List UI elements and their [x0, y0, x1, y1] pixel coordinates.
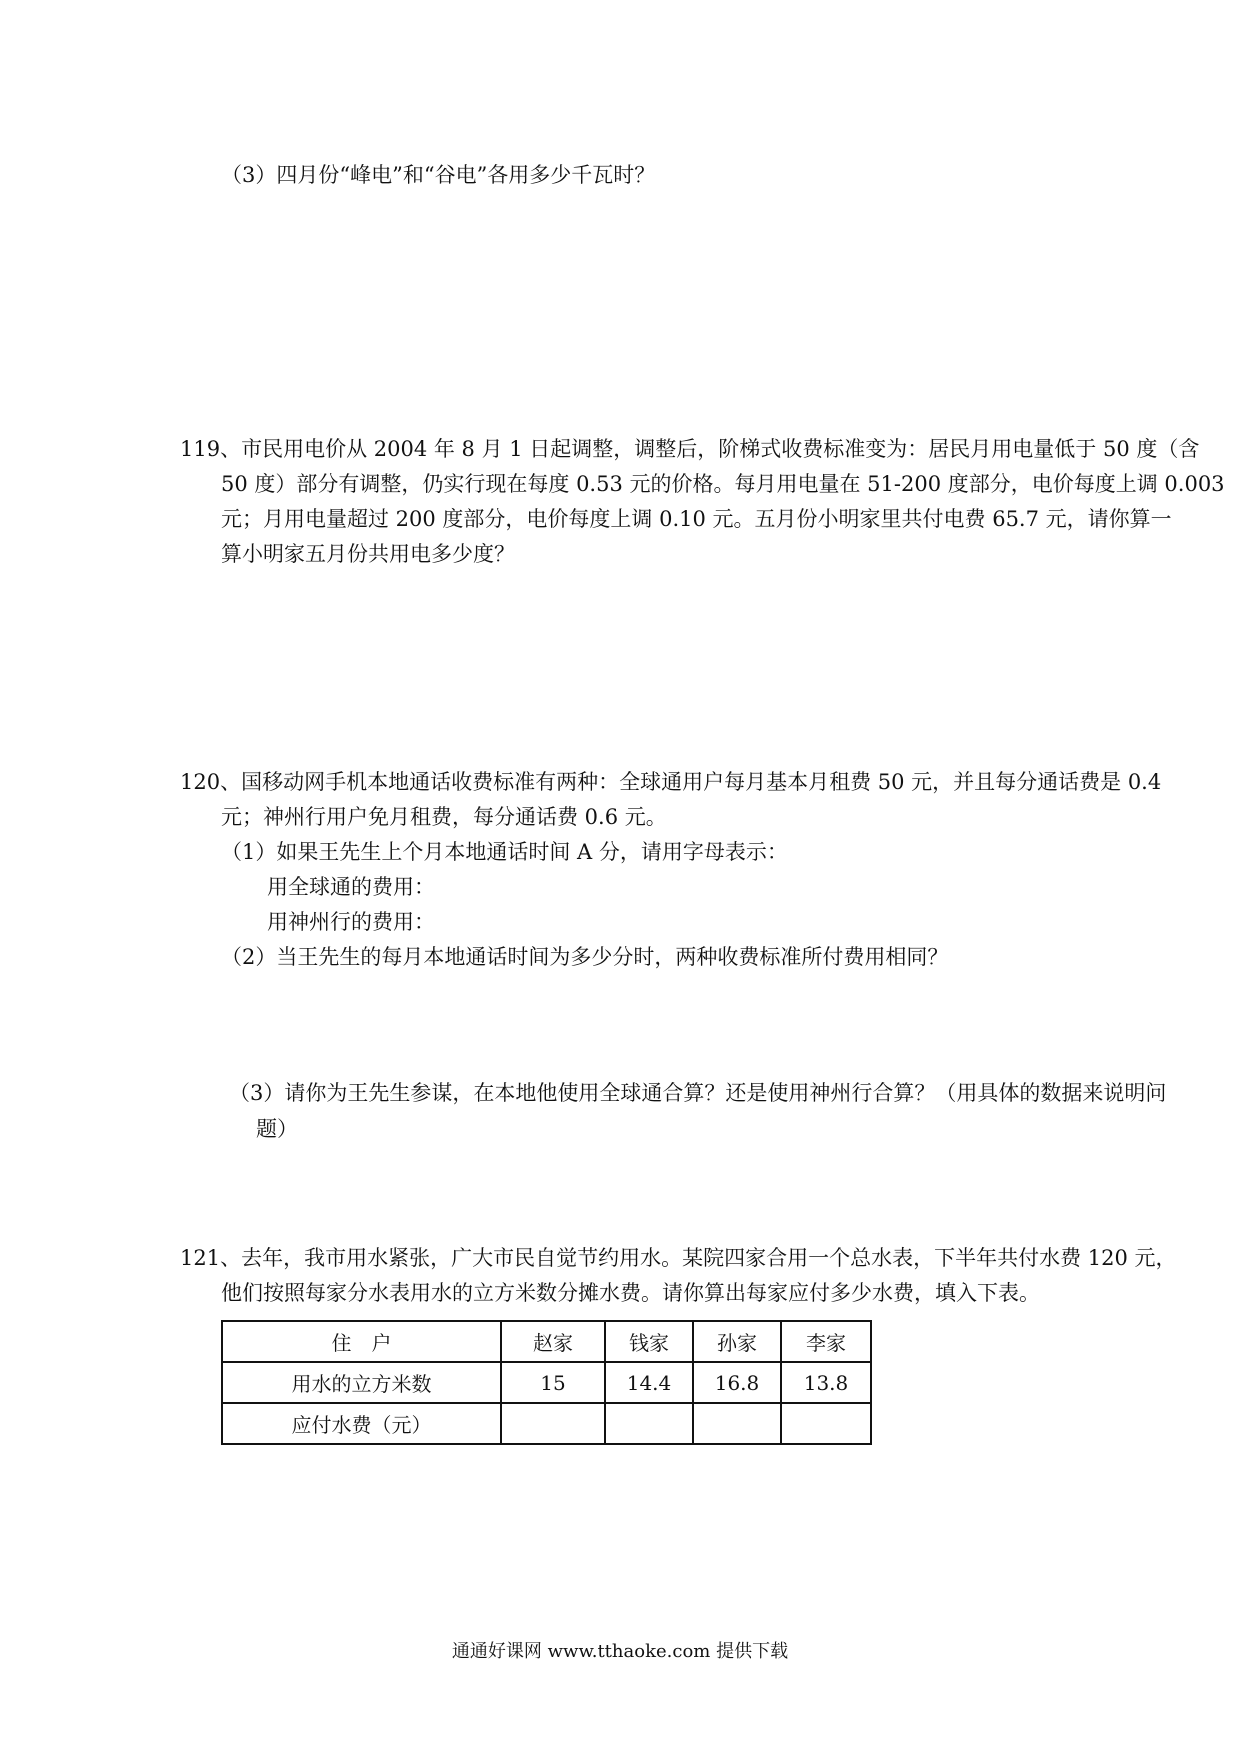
header-sun: 孙家 [693, 1321, 781, 1362]
q120-part1-b: 用神州行的费用： [267, 910, 435, 934]
water-fee-table [221, 1320, 872, 1445]
fee-zhao-cell[interactable] [501, 1403, 605, 1444]
table-row-fee [222, 1403, 871, 1444]
volume-sun: 16.8 [693, 1362, 781, 1403]
table-header-row [222, 1321, 871, 1362]
header-zhao: 赵家 [501, 1321, 605, 1362]
header-qian: 钱家 [605, 1321, 693, 1362]
table-row-volume [222, 1362, 871, 1403]
page-footer: 通通好课网 www.tthaoke.com 提供下载 [451, 1641, 789, 1662]
q121-line-1: 121、去年，我市用水紧张，广大市民自觉节约用水。某院四家合用一个总水表，下半年共付水费 120 元， [180, 1246, 1177, 1270]
row-label-volume: 用水的立方米数 [222, 1362, 501, 1403]
q120-part3-line-1: （3）请你为王先生参谋，在本地他使用全球通合算？还是使用神州行合算？（用具体的数据来说明问 [229, 1081, 1167, 1105]
q118-part3: （3）四月份“峰电”和“谷电”各用多少千瓦时？ [221, 163, 656, 187]
fee-li-cell[interactable] [781, 1403, 871, 1444]
fee-qian-cell[interactable] [605, 1403, 693, 1444]
volume-zhao: 15 [501, 1362, 605, 1403]
q121-line-2: 他们按照每家分水表用水的立方米数分摊水费。请你算出每家应付多少水费，填入下表。 [221, 1281, 1040, 1305]
q120-part3-line-2: 题） [256, 1117, 298, 1141]
fee-sun-cell[interactable] [693, 1403, 781, 1444]
volume-li: 13.8 [781, 1362, 871, 1403]
q119-line-4: 算小明家五月份共用电多少度？ [221, 542, 515, 566]
q119-line-3: 元；月用电量超过 200 度部分，电价每度上调 0.10 元。五月份小明家里共付电费 65.7 元，请你算一 [221, 507, 1172, 531]
q120-part1: （1）如果王先生上个月本地通话时间 A 分，请用字母表示： [221, 840, 788, 864]
q119-line-2: 50 度）部分有调整，仍实行现在每度 0.53 元的价格。每月用电量在 51-200 度部分，电价每度上调 0.003 [221, 472, 1225, 496]
q120-part2: （2）当王先生的每月本地通话时间为多少分时，两种收费标准所付费用相同？ [221, 945, 949, 969]
q120-part1-a: 用全球通的费用： [267, 875, 435, 899]
q119-line-1: 119、市民用电价从 2004 年 8 月 1 日起调整，调整后，阶梯式收费标准变为：居民月用电量低于 50 度（含 [180, 437, 1200, 461]
header-li: 李家 [781, 1321, 871, 1362]
header-household: 住 户 [222, 1321, 501, 1362]
q120-line-1: 120、国移动网手机本地通话收费标准有两种：全球通用户每月基本月租费 50 元，并且每分通话费是 0.4 [180, 770, 1162, 794]
volume-qian: 14.4 [605, 1362, 693, 1403]
q120-line-2: 元；神州行用户免月租费，每分通话费 0.6 元。 [221, 805, 667, 829]
row-label-fee: 应付水费（元） [222, 1403, 501, 1444]
